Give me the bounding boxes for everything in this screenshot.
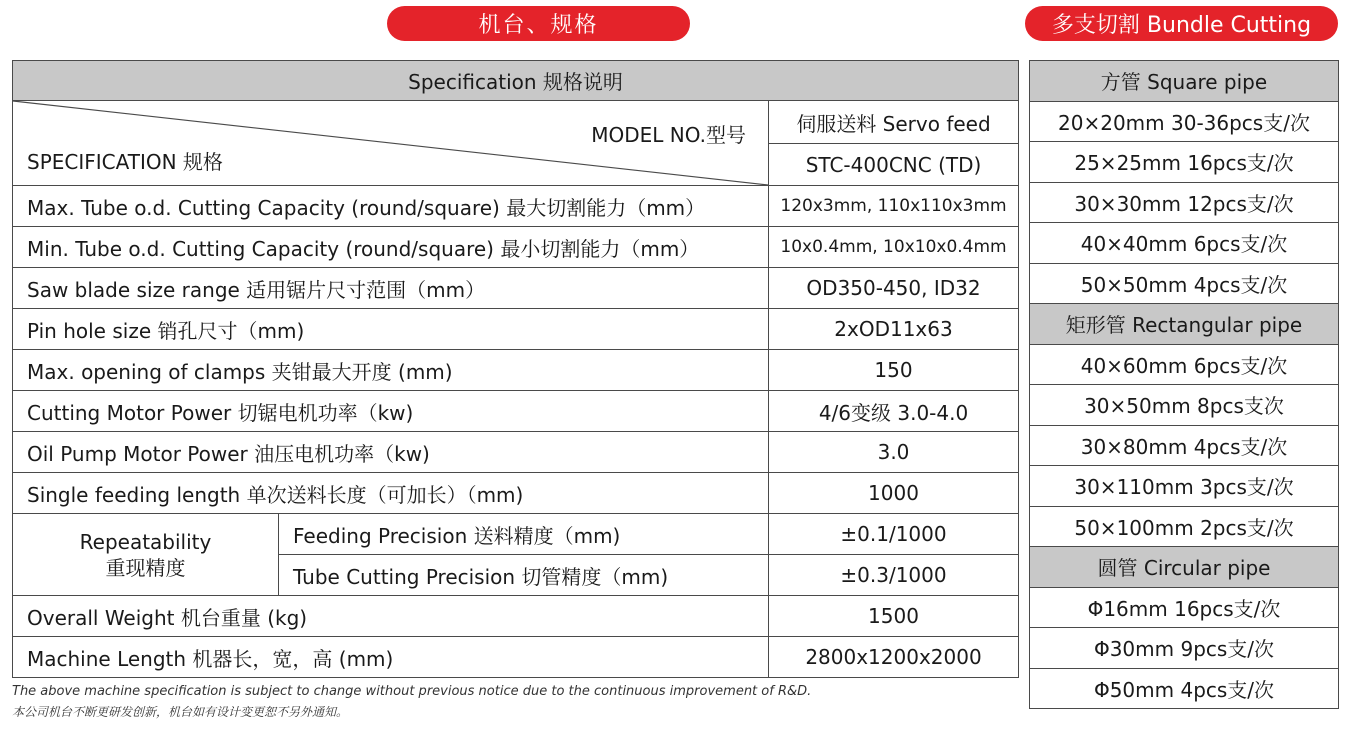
spec-row-label: Max. Tube o.d. Cutting Capacity (round/square) 最大切割能力（mm） xyxy=(13,186,769,227)
bundle-item: 25×25mm 16pcs支/次 xyxy=(1030,142,1339,183)
specification-label: SPECIFICATION 规格 xyxy=(27,150,223,174)
bundle-item: Φ16mm 16pcs支/次 xyxy=(1030,587,1339,628)
servo-feed-label: 伺服送料 Servo feed xyxy=(769,101,1019,144)
spec-row-value: OD350-450, ID32 xyxy=(769,268,1019,309)
repeatability-row xyxy=(13,514,1019,555)
machine-spec-title xyxy=(387,6,690,41)
model-number: STC-400CNC (TD) xyxy=(769,144,1019,186)
spec-row-value: 2xOD11x63 xyxy=(769,309,1019,350)
bundle-item: Φ30mm 9pcs支/次 xyxy=(1030,628,1339,669)
spec-row-value: 10x0.4mm, 10x10x0.4mm xyxy=(769,227,1019,268)
model-spec-diagonal-cell xyxy=(13,101,769,186)
spec-row-value: 4/6变级 3.0-4.0 xyxy=(769,391,1019,432)
spec-row-label: Single feeding length 单次送料长度（可加长）（mm) xyxy=(13,473,769,514)
repeatability-label xyxy=(13,514,279,596)
bundle-item: 50×100mm 2pcs支/次 xyxy=(1030,506,1339,547)
spec-row-label: Oil Pump Motor Power 油压电机功率（kw) xyxy=(13,432,769,473)
spec-row xyxy=(13,391,1019,432)
cutting-precision-value: ±0.3/1000 xyxy=(769,555,1019,596)
spec-row xyxy=(13,227,1019,268)
spec-row xyxy=(13,473,1019,514)
spec-row-label: Machine Length 机器长，宽，高 (mm) xyxy=(13,637,769,678)
spec-row-value: 150 xyxy=(769,350,1019,391)
square-pipe-header: 方管 Square pipe xyxy=(1030,61,1339,102)
spec-row-label: Cutting Motor Power 切锯电机功率（kw) xyxy=(13,391,769,432)
cutting-precision-label: Tube Cutting Precision 切管精度（mm) xyxy=(279,555,769,596)
disclaimer-cn: 本公司机台不断更研发创新，机台如有设计变更恕不另外通知。 xyxy=(12,705,349,719)
spec-row xyxy=(13,432,1019,473)
bundle-cutting-title xyxy=(1025,6,1338,41)
spec-row-value: 3.0 xyxy=(769,432,1019,473)
bundle-item: 50×50mm 4pcs支/次 xyxy=(1030,263,1339,304)
spec-row xyxy=(13,637,1019,678)
spec-row-label: Saw blade size range 适用锯片尺寸范围（mm） xyxy=(13,268,769,309)
rectangular-pipe-header: 矩形管 Rectangular pipe xyxy=(1030,304,1339,345)
spec-row-label: Pin hole size 销孔尺寸（mm) xyxy=(13,309,769,350)
spec-row-label: Min. Tube o.d. Cutting Capacity (round/square) 最小切割能力（mm） xyxy=(13,227,769,268)
repeatability-label-cn: 重现精度 xyxy=(105,555,186,580)
bundle-item: 30×110mm 3pcs支/次 xyxy=(1030,466,1339,507)
bundle-cutting-table xyxy=(1029,60,1339,709)
bundle-item: 40×40mm 6pcs支/次 xyxy=(1030,223,1339,264)
spec-row xyxy=(13,350,1019,391)
spec-row xyxy=(13,596,1019,637)
model-no-label: MODEL NO.型号 xyxy=(591,123,746,147)
bundle-item: 40×60mm 6pcs支/次 xyxy=(1030,344,1339,385)
spec-row xyxy=(13,268,1019,309)
feeding-precision-label: Feeding Precision 送料精度（mm) xyxy=(279,514,769,555)
spec-row-label: Max. opening of clamps 夹钳最大开度 (mm) xyxy=(13,350,769,391)
bundle-item: 30×30mm 12pcs支/次 xyxy=(1030,182,1339,223)
bundle-cutting-title-text: 多支切割 Bundle Cutting xyxy=(1051,13,1312,38)
spec-row-value: 1000 xyxy=(769,473,1019,514)
circular-pipe-header: 圆管 Circular pipe xyxy=(1030,547,1339,588)
spec-row xyxy=(13,309,1019,350)
disclaimer-en: The above machine specification is subject to change without previous notice due to the continuous improvement of R&D. xyxy=(12,684,812,699)
spec-row-value: 120x3mm, 110x110x3mm xyxy=(769,186,1019,227)
bundle-item: 30×80mm 4pcs支/次 xyxy=(1030,425,1339,466)
spec-row-value: 2800x1200x2000 xyxy=(769,637,1019,678)
repeatability-label-en: Repeatability xyxy=(79,529,212,554)
spec-row-label: Overall Weight 机台重量 (kg) xyxy=(13,596,769,637)
spec-row-value: 1500 xyxy=(769,596,1019,637)
machine-spec-title-text: 机台、规格 xyxy=(478,13,599,38)
bundle-item: 20×20mm 30-36pcs支/次 xyxy=(1030,101,1339,142)
specification-table xyxy=(12,60,1019,678)
spec-row xyxy=(13,186,1019,227)
bundle-item: Φ50mm 4pcs支/次 xyxy=(1030,668,1339,709)
feeding-precision-value: ±0.1/1000 xyxy=(769,514,1019,555)
bundle-item: 30×50mm 8pcs支次 xyxy=(1030,385,1339,426)
spec-header: Specification 规格说明 xyxy=(13,61,1019,101)
